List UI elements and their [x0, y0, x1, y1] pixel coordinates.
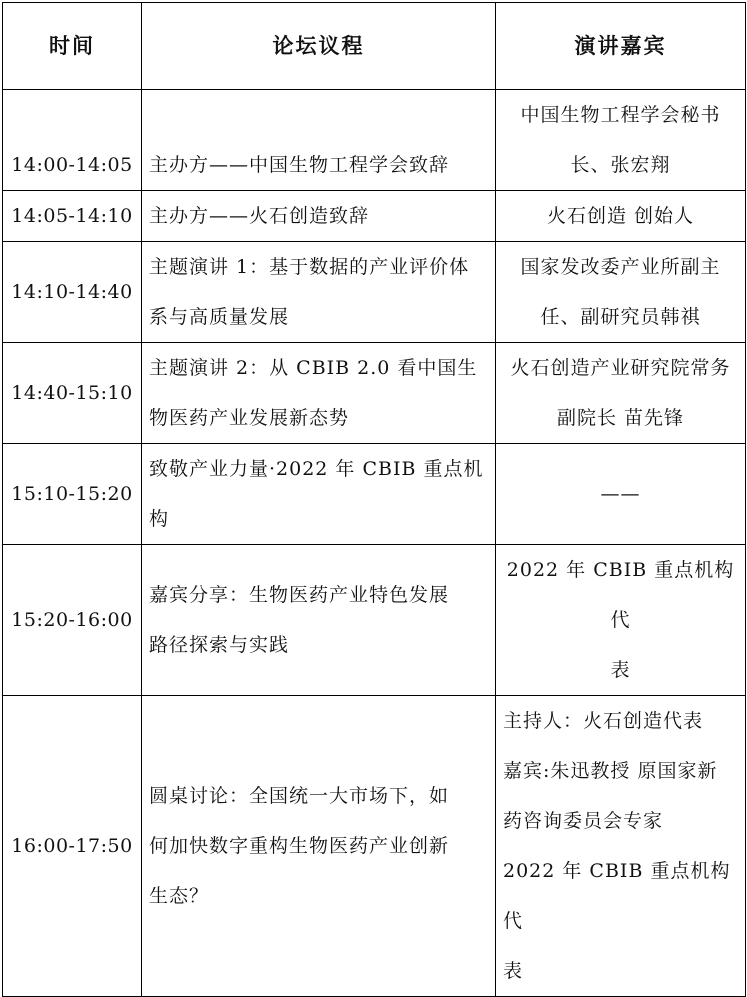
topic-line: 主办方——中国生物工程学会致辞 [149, 154, 450, 176]
table-row [3, 242, 746, 343]
speaker-line: 副院长 苗先锋 [556, 407, 685, 429]
header-time: 时间 [3, 3, 142, 90]
time-cell: 15:10-15:20 [3, 444, 142, 545]
speaker-cell [496, 545, 746, 696]
table-row [3, 545, 746, 696]
time-cell: 15:20-16:00 [3, 545, 142, 696]
time-cell: 16:00-17:50 [3, 696, 142, 997]
speaker-line: 嘉宾:朱迅教授 原国家新 [503, 760, 718, 782]
topic-line: 物医药产业发展新态势 [149, 407, 350, 429]
time-cell: 14:05-14:10 [3, 191, 142, 242]
speaker-line: 火石创造 创始人 [546, 205, 695, 227]
table-row [3, 90, 746, 191]
time-cell: 14:40-15:10 [3, 343, 142, 444]
table-row [3, 696, 746, 997]
speaker-line: 任、副研究员韩祺 [540, 306, 701, 328]
header-topic: 论坛议程 [142, 3, 496, 90]
topic-line: 何加快数字重构生物医药产业创新 [149, 835, 450, 857]
topic-cell [142, 444, 496, 545]
topic-line: 嘉宾分享：生物医药产业特色发展 [149, 584, 450, 606]
speaker-line: 主持人：火石创造代表 [503, 710, 704, 732]
topic-cell [142, 343, 496, 444]
time-cell: 14:00-14:05 [3, 90, 142, 191]
topic-line: 构 [149, 508, 170, 530]
speaker-line: 2022 年 CBIB 重点机构代 [506, 559, 735, 631]
topic-cell [142, 242, 496, 343]
speaker-cell [496, 90, 746, 191]
topic-cell [142, 545, 496, 696]
speaker-cell [496, 242, 746, 343]
speaker-line: 表 [503, 960, 524, 982]
topic-line: 主办方——火石创造致辞 [149, 205, 370, 227]
speaker-line: 2022 年 CBIB 重点机构代 [503, 860, 731, 932]
speaker-line: 火石创造产业研究院常务 [510, 357, 731, 379]
topic-line: 生态？ [149, 885, 210, 907]
header-row [3, 3, 746, 90]
agenda-table [2, 2, 746, 997]
time-cell: 14:10-14:40 [3, 242, 142, 343]
topic-line: 致敬产业力量·2022 年 CBIB 重点机 [149, 458, 484, 480]
speaker-line: 国家发改委产业所副主 [520, 256, 721, 278]
speaker-line: 中国生物工程学会秘书 [520, 104, 721, 126]
speaker-cell [496, 444, 746, 545]
speaker-cell [496, 696, 746, 997]
topic-line: 主题演讲 1：基于数据的产业评价体 [149, 256, 470, 278]
topic-line: 系与高质量发展 [149, 306, 290, 328]
topic-line: 圆桌讨论：全国统一大市场下，如 [149, 785, 450, 807]
table-row [3, 191, 746, 242]
table-row [3, 343, 746, 444]
table-row [3, 444, 746, 545]
topic-cell [142, 90, 496, 191]
speaker-line: —— [600, 483, 641, 505]
speaker-line: 表 [610, 659, 631, 681]
header-speaker: 演讲嘉宾 [496, 3, 746, 90]
speaker-cell [496, 343, 746, 444]
speaker-cell [496, 191, 746, 242]
topic-line: 路径探索与实践 [149, 634, 290, 656]
topic-cell [142, 191, 496, 242]
topic-line: 主题演讲 2：从 CBIB 2.0 看中国生 [149, 357, 478, 379]
speaker-line: 长、张宏翔 [570, 154, 671, 176]
speaker-line: 药咨询委员会专家 [503, 810, 664, 832]
topic-cell [142, 696, 496, 997]
